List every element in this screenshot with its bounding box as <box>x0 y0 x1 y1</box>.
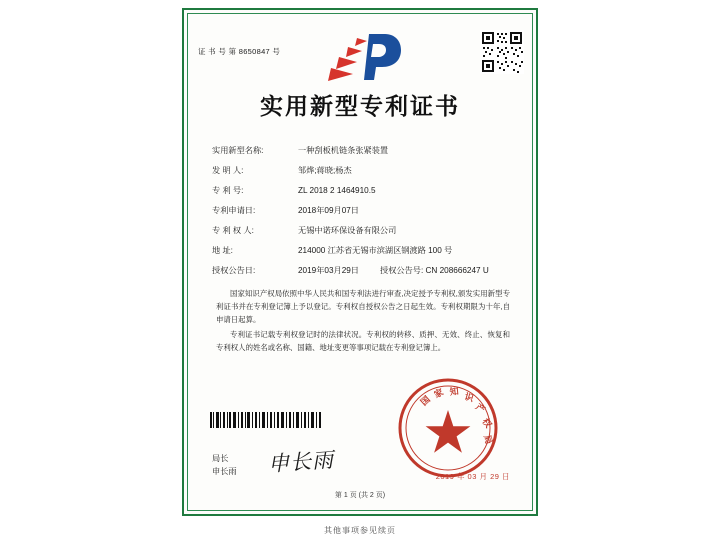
svg-text:家: 家 <box>432 386 445 400</box>
field-value: ZL 2018 2 1464910.5 <box>298 186 376 196</box>
field-value: CN 208666247 U <box>425 266 489 276</box>
field-value: 2019年03月29日 <box>298 266 359 276</box>
field-value: 214000 江苏省无锡市滨湖区钢渡路 100 号 <box>298 246 453 256</box>
field-value: 无锡中诺环保设备有限公司 <box>298 226 397 236</box>
signature-handwritten: 申长雨 <box>267 447 335 477</box>
svg-text:产: 产 <box>473 401 487 415</box>
legal-paragraph-1: 国家知识产权局依照中华人民共和国专利法进行审查,决定授予专利权,颁发实用新型专利证书并在专利登记簿上予以登记。专利权自授权公告之日起生效。专利权期限为十年,自申请日起算。 <box>216 289 510 325</box>
signature-role: 局长 <box>212 453 229 463</box>
legal-paragraph-2: 专利证书记载专利权登记时的法律状况。专利权的转移、质押、无效、终止、恢复和专利权人的姓名或名称、国籍、地址变更等事项记载在专利登记簿上。 <box>216 330 510 353</box>
field-application-date <box>212 205 516 216</box>
field-utility-model-name <box>212 145 516 156</box>
field-address <box>212 245 516 256</box>
field-value: 邹烨;蒋晓;杨杰 <box>298 166 352 176</box>
document-title: 实用新型专利证书 <box>260 94 460 119</box>
field-grant-number <box>380 266 489 275</box>
svg-text:权: 权 <box>480 416 494 430</box>
qr-code <box>480 30 524 74</box>
field-patent-number <box>212 185 516 196</box>
footer-note: 其他事项参见续页 <box>324 526 396 535</box>
barcode <box>210 412 322 428</box>
field-label: 授权公告号: <box>380 266 424 276</box>
field-label: 专 利 权 人: <box>212 226 254 236</box>
field-list <box>194 145 526 276</box>
signature-printed-name: 申长雨 <box>212 466 237 476</box>
svg-text:局: 局 <box>482 433 495 446</box>
field-label: 授权公告日: <box>212 266 256 276</box>
field-grant-row <box>212 265 516 276</box>
official-seal <box>396 376 500 480</box>
page-indicator: 第 1 页 (共 2 页) <box>334 492 386 499</box>
certificate-number: 证 书 号 第 8650847 号 <box>198 47 281 56</box>
certificate-content <box>194 20 526 504</box>
svg-text:知: 知 <box>449 386 460 397</box>
certificate-header <box>194 20 526 82</box>
field-grant-date <box>212 265 380 276</box>
field-label: 专 利 号: <box>212 186 244 196</box>
field-patentee <box>212 225 516 236</box>
field-label: 发 明 人: <box>212 166 244 176</box>
signature-title <box>212 452 237 478</box>
certificate-sheet <box>182 8 538 516</box>
seal-date: 2019 年 03 月 29 日 <box>435 472 510 481</box>
field-label: 专利申请日: <box>212 206 256 216</box>
field-inventors <box>212 165 516 176</box>
legal-text <box>194 288 526 355</box>
field-label: 地 址: <box>212 246 233 256</box>
svg-text:识: 识 <box>463 391 475 404</box>
svg-text:国: 国 <box>418 394 433 408</box>
cnipa-emblem-icon <box>317 30 403 84</box>
field-value: 一种刮板机链条张紧装置 <box>298 146 389 155</box>
field-value: 2018年09月07日 <box>298 206 359 216</box>
field-label: 实用新型名称: <box>212 146 264 155</box>
